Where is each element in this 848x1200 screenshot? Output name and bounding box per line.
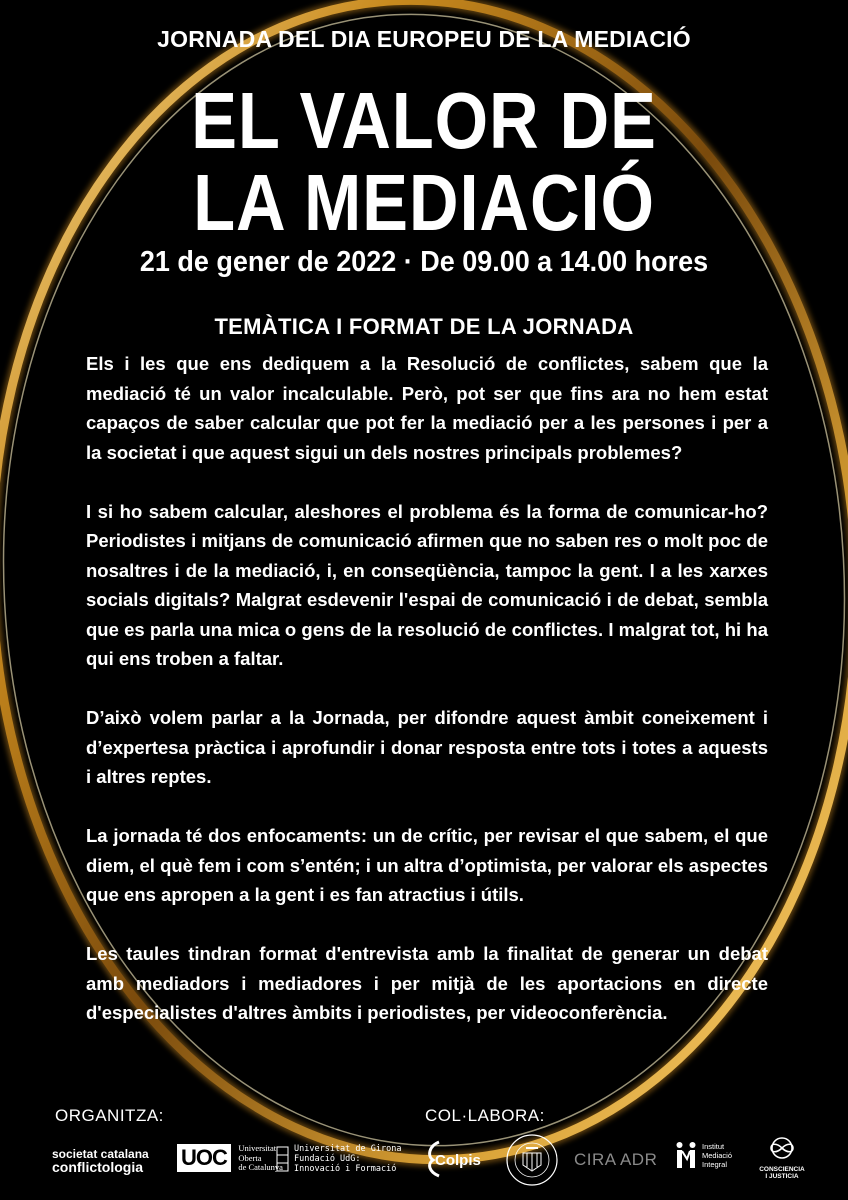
scc-logo-line-2: conflictologia [52, 1159, 143, 1175]
imi-logo-text [702, 1142, 732, 1169]
body-text [86, 349, 768, 1057]
scc-logo [52, 1148, 149, 1174]
imi-mark-icon [675, 1141, 701, 1169]
uoc-logo [177, 1144, 283, 1174]
consciencia-justicia-logo [752, 1137, 812, 1180]
paragraph: La jornada té dos enfocaments: un de crític, per revisar el que sabem, el que diem, el què fem i com s’entén; i un altra d’optimista, per valorar els aspectes que ens apropen a la gent i es fan atractius i útils. [86, 825, 768, 905]
udg-emblem-icon [276, 1146, 289, 1172]
organitza-label: ORGANITZA: [55, 1106, 164, 1125]
cij-text-line: CONSCIENCIA [759, 1166, 805, 1173]
imi-text-line: Integral [702, 1160, 728, 1169]
col-labora-label: COL·LABORA: [425, 1106, 545, 1125]
cira-adr-logo: CIRA ADR [574, 1150, 658, 1169]
colpis-logo [425, 1138, 481, 1183]
udg-text-line: Fundació UdG: [294, 1154, 361, 1164]
scc-logo-line-1: societat catalana [52, 1147, 149, 1161]
event-pre-title: JORNADA DEL DIA EUROPEU DE LA MEDIACIÓ [157, 26, 691, 52]
uoc-text-line: de Catalunya [238, 1162, 283, 1172]
infinity-icon [763, 1137, 801, 1159]
colpis-logo-text: Colpis [435, 1152, 481, 1169]
paragraph: I si ho sabem calcular, aleshores el problema és la forma de comunicar-ho? Periodistes i mitjans de comunicació afirmen que no saben res o molt poc de nosaltres i de la mediació, i, en conseqüència, tampoc la gent. I a les xarxes socials digitals? Malgrat esdevenir l'espai de comunicació i de debat, sembla que es parla una mica o gens de la resolució de conflictes. I malgrat tot, hi ha qui ens troben a faltar. [86, 500, 768, 669]
imi-text-line: Institut [702, 1142, 725, 1151]
uoc-logo-mark: UOC [177, 1144, 231, 1172]
paragraph: Les taules tindran format d'entrevista amb la finalitat de generar un debat amb mediadors i mediadores i per mitjà de les aportacions en directe d'especialistes d'altres àmbits i periodistes, per videoconferència. [86, 943, 768, 1023]
udg-logo [276, 1144, 401, 1174]
paragraph: D’això volem parlar a la Jornada, per difondre aquest àmbit coneixement i d’expertesa pràctica i aprofundir i donar resposta entre tots i totes a aquests i altres reptes. [86, 707, 768, 787]
event-title-line-2: LA MEDIACIÓ [193, 158, 655, 247]
cij-text-line: I JUSTICIA [765, 1173, 799, 1180]
event-title-line-1: EL VALOR DE [191, 76, 657, 165]
bar-association-seal-icon [505, 1133, 559, 1187]
event-date: 21 de gener de 2022 · De 09.00 a 14.00 hores [139, 246, 709, 278]
udg-text-line: Innovació i Formació [294, 1164, 397, 1174]
uoc-text-line: Oberta [238, 1152, 262, 1163]
cij-logo-text [752, 1166, 812, 1180]
paragraph: Els i les que ens dediquem a la Resolució de conflictes, sabem que la mediació té un valor incalculable. Però, pot ser que fins ara no hem estat capaços de saber calcular que pot fer la mediació per a les persones i per a la societat i que aquest sigui un dels nostres principals problemes? [86, 353, 768, 463]
udg-text-line: Universitat de Girona [294, 1144, 402, 1154]
uoc-text-line: Universitat [238, 1143, 277, 1153]
section-heading: TEMÀTICA I FORMAT DE LA JORNADA [214, 314, 634, 339]
imi-text-line: Mediació [702, 1151, 733, 1160]
